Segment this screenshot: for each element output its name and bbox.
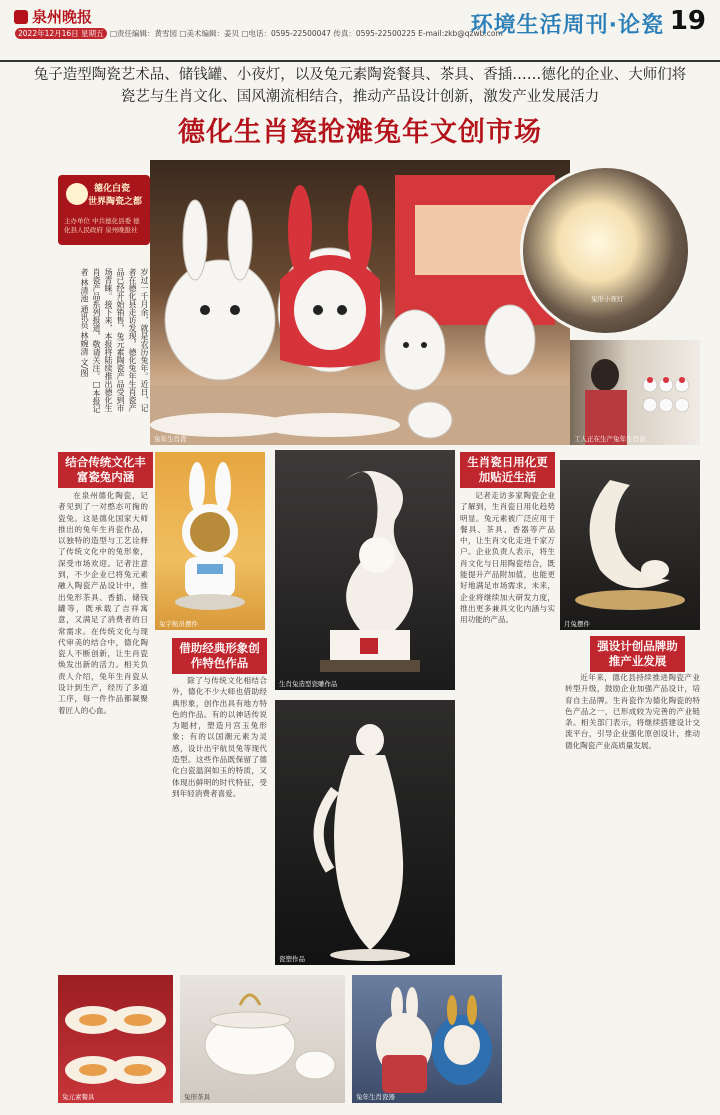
moon-photo	[560, 460, 700, 630]
seal-icon	[66, 183, 88, 205]
figure-photo	[352, 975, 502, 1103]
teaset-illustration	[180, 975, 345, 1103]
goddess-photo	[275, 700, 455, 965]
masthead-title: 泉州晚报	[32, 8, 93, 26]
astronaut-caption: 兔宇航员摆件	[159, 620, 198, 628]
statue-caption: 生肖兔造型瓷雕作品	[279, 680, 338, 688]
teaset-photo	[180, 975, 345, 1103]
headline: 德化生肖瓷抢滩兔年文创市场	[178, 117, 542, 148]
lamp-caption: 兔形小夜灯	[591, 295, 624, 303]
banner-line2: 世界陶瓷之都	[88, 197, 143, 207]
bowl-caption: 兔元素餐具	[62, 1093, 95, 1101]
astronaut-rabbit-illustration	[155, 452, 265, 630]
goddess-caption: 瓷塑作品	[279, 955, 305, 963]
main-photo-caption: 兔年生肖瓷	[154, 435, 187, 443]
subhead-4: 强设计创品牌助推产业发展	[590, 636, 685, 672]
banner-organizers: 主办单位 中共德化县委 德化县人民政府 泉州晚报社	[64, 217, 140, 234]
moon-rabbit-ornament-illustration	[560, 460, 700, 630]
worker-illustration	[570, 340, 700, 445]
section-sub: ·论瓷	[608, 13, 664, 38]
banner-line1: 德化白瓷	[94, 184, 131, 194]
goddess-sculpture-illustration	[275, 700, 455, 965]
figure-caption: 兔年生肖瓷器	[356, 1093, 395, 1101]
main-photo	[150, 160, 570, 445]
article-column-4	[565, 672, 700, 1102]
lamp-photo	[520, 165, 691, 336]
page-number: 19	[669, 6, 706, 36]
bowl-illustration	[58, 975, 173, 1103]
rabbit-figurines-illustration	[150, 160, 570, 445]
section-title	[471, 8, 664, 39]
rabbit-figures-illustration	[352, 975, 502, 1103]
astronaut-photo	[155, 452, 265, 630]
bowl-photo	[58, 975, 173, 1103]
worker-caption: 工人正在生产兔年生肖瓷	[574, 435, 646, 443]
article-column-2	[460, 490, 555, 970]
masthead	[14, 6, 92, 27]
newspaper-logo-icon	[14, 10, 28, 24]
issue-info-line	[14, 28, 503, 39]
column-3-text: 除了与传统文化相结合外，德化不少大师也借助经典形象，创作出具有地方特色的作品。有的以神话传说为题材，塑造月宫玉兔形象；有的以国潮元素为灵感，设计出宇航员兔等现代造型。这些作品既保留了德化白瓷温润如玉的特质，又体现出鲜明的时代特征，受到年轻消费者喜爱。	[172, 676, 267, 798]
article-column-3	[172, 675, 267, 970]
campaign-banner	[58, 175, 150, 245]
section-name: 环境生活周刊	[470, 13, 609, 38]
editor-info: □责任编辑：黄雪园 □美术编辑：姜贝 □电话：0595-22500047 传真：0595-22500225 E-mail:zkb@qzwb.com	[109, 29, 503, 38]
column-4-text: 近年来，德化县持续推进陶瓷产业转型升级，鼓励企业加强产品设计，培育自主品牌。生肖瓷作为德化陶瓷的特色产品之一，已形成较为完善的产业链条。相关部门表示，将继续搭建设计交流平台，引导企业强化原创设计，推动德化陶瓷产业高质量发展。	[565, 673, 700, 750]
column-1-text: 在泉州德化陶瓷，记者见到了一对憨态可掬的瓷兔。这是德化国家大师推出的兔年生肖瓷作品，以独特的造型与工艺诠释了传统文化中的兔形象，深受市场欢迎。记者注意到，不少企业已将兔元素融入陶瓷产品设计中，推出兔形茶具、香插、储钱罐等，既承载了吉祥寓意，又满足了消费者的日常需求。在传统文化与现代审美的结合中，德化陶瓷人不断创新，让生肖瓷焕发出新的活力。相关负责人介绍，兔年生肖瓷从设计到生产，经历了多道工序，每一件作品都凝聚着匠人的心血。	[58, 491, 148, 715]
moon-rabbit-sculpture-illustration	[275, 450, 455, 690]
intro-text: 岁过一千月余，就是农历兔年。近日，记者在德化县走访发现，德化兔年生肖瓷产品已经开始销售，兔元素陶瓷产品受到市场青睐。接下来，本报将陆续推出德化生肖瓷产品系列报道，敬请关注。□本报记者 林清池 通讯员 林婉清 文/图	[80, 268, 149, 413]
article-column-1	[58, 490, 148, 970]
subhead-2: 生肖瓷日用化更加贴近生活	[460, 452, 555, 488]
statue-photo	[275, 450, 455, 690]
issue-date: 2022年12月16日 星期五	[15, 28, 107, 39]
page-header	[0, 0, 720, 62]
moon-caption: 月兔摆件	[564, 620, 590, 628]
subhead-1: 结合传统文化丰富瓷兔内涵	[58, 452, 153, 488]
subhead-3: 借助经典形象创作特色作品	[172, 638, 267, 674]
column-2-text: 记者走访多家陶瓷企业了解到，生肖瓷日用化趋势明显。兔元素被广泛应用于餐具、茶具、香器等产品中，让生肖文化走进千家万户。企业负责人表示，将生肖文化与日用陶瓷结合，既能提升产品附加值，也能更好地满足市场需求。未来，企业将继续加大研发力度，推出更多兼具文化内涵与实用功能的产品。	[460, 491, 555, 625]
teaset-caption: 兔形茶具	[184, 1093, 210, 1101]
lead-paragraph: 兔子造型陶瓷艺术品、储钱罐、小夜灯，以及兔元素陶瓷餐具、茶具、香插……德化的企业、大师们将瓷艺与生肖文化、国风潮流相结合，推动产品设计创新，激发产业发展活力	[33, 67, 687, 105]
worker-photo	[570, 340, 700, 445]
